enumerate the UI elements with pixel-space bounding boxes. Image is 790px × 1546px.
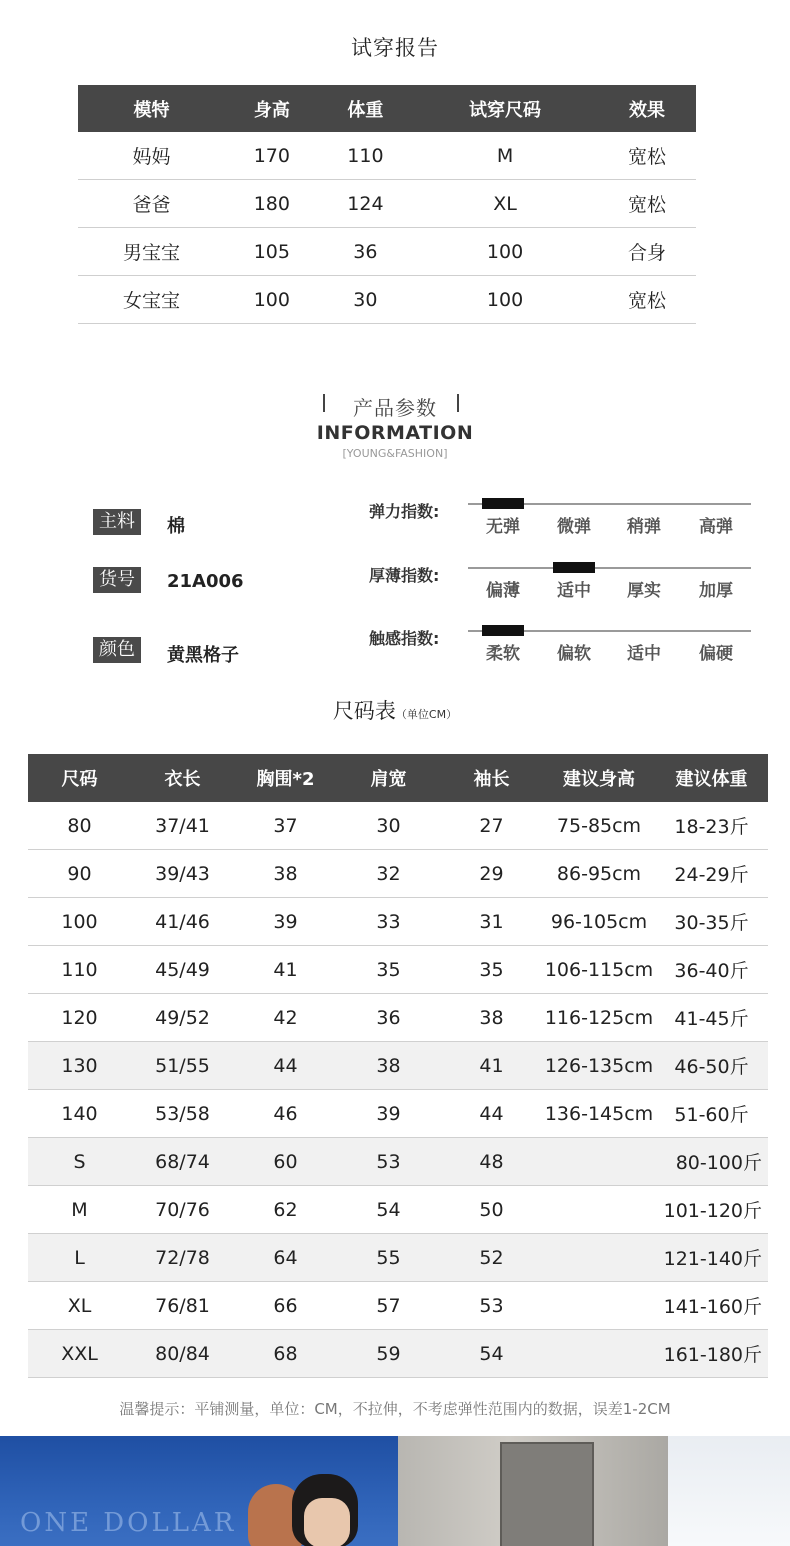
size-cell: 80 <box>28 802 131 850</box>
size-cell: 68 <box>234 1330 337 1378</box>
size-cell-weight: 80-100斤 <box>543 1138 768 1186</box>
index-title: 厚薄指数: <box>369 566 440 585</box>
color-label: 颜色 <box>93 637 141 663</box>
index-marker <box>482 498 524 509</box>
size-header-cell: 建议体重 <box>655 754 768 802</box>
size-cell: 38 <box>234 850 337 898</box>
size-cell: 37/41 <box>131 802 234 850</box>
index-option: 适中 <box>557 581 591 601</box>
size-cell: 36 <box>337 994 440 1042</box>
size-cell: 46-50斤 <box>655 1042 768 1090</box>
size-header-cell: 尺码 <box>28 754 131 802</box>
tryon-row <box>78 276 696 324</box>
tryon-header-cell: 体重 <box>319 85 413 132</box>
tryon-row <box>78 228 696 276</box>
size-cell: 36-40斤 <box>655 946 768 994</box>
size-header-cell: 建议身高 <box>543 754 655 802</box>
size-cell: 64 <box>234 1234 337 1282</box>
size-header-row <box>28 754 768 802</box>
size-row <box>28 850 768 898</box>
size-row <box>28 1186 768 1234</box>
size-cell: 27 <box>440 802 543 850</box>
size-cell: 41 <box>234 946 337 994</box>
size-cell: 52 <box>440 1234 543 1282</box>
size-cell: 35 <box>440 946 543 994</box>
tryon-cell: XL <box>412 180 598 228</box>
size-row <box>28 1330 768 1378</box>
size-cell: 41-45斤 <box>655 994 768 1042</box>
size-cell: 31 <box>440 898 543 946</box>
size-cell: 29 <box>440 850 543 898</box>
info-subtitle: [YOUNG&FASHION] <box>342 447 448 460</box>
size-cell: 33 <box>337 898 440 946</box>
photo-door <box>500 1442 594 1546</box>
tryon-cell: 宽松 <box>598 132 696 180</box>
index-option: 柔软 <box>486 644 520 664</box>
size-cell: 140 <box>28 1090 131 1138</box>
tryon-cell: 105 <box>225 228 319 276</box>
material-label: 主料 <box>93 509 141 535</box>
item-number-value: 21A006 <box>167 571 244 592</box>
size-cell-weight: 121-140斤 <box>543 1234 768 1282</box>
photo-background-window <box>668 1436 790 1546</box>
size-row <box>28 1090 768 1138</box>
size-cell: 80/84 <box>131 1330 234 1378</box>
tryon-cell: 妈妈 <box>78 132 225 180</box>
size-cell: 120 <box>28 994 131 1042</box>
info-title-en: INFORMATION <box>316 422 474 444</box>
size-cell: L <box>28 1234 131 1282</box>
size-cell: 46 <box>234 1090 337 1138</box>
size-header-cell: 袖长 <box>440 754 543 802</box>
tryon-cell: 124 <box>319 180 413 228</box>
size-cell: 18-23斤 <box>655 802 768 850</box>
index-option: 高弹 <box>699 517 733 537</box>
size-cell: 68/74 <box>131 1138 234 1186</box>
measurement-tip: 温馨提示：平铺测量，单位：CM，不拉伸，不考虑弹性范围内的数据，误差1-2CM <box>119 1400 671 1418</box>
size-header-cell: 肩宽 <box>337 754 440 802</box>
tryon-header-cell: 试穿尺码 <box>412 85 598 132</box>
tryon-cell: 30 <box>319 276 413 324</box>
size-cell: 35 <box>337 946 440 994</box>
size-cell: 106-115cm <box>543 946 655 994</box>
tryon-cell: 宽松 <box>598 276 696 324</box>
size-row <box>28 1234 768 1282</box>
info-title-cn: 产品参数 <box>353 396 437 420</box>
size-chart-title <box>0 695 790 725</box>
size-cell: 53/58 <box>131 1090 234 1138</box>
size-cell: 44 <box>440 1090 543 1138</box>
size-row <box>28 1138 768 1186</box>
size-cell: XXL <box>28 1330 131 1378</box>
index-option: 加厚 <box>699 581 733 601</box>
size-chart-unit: （单位CM） <box>395 708 458 721</box>
tryon-cell: 爸爸 <box>78 180 225 228</box>
size-cell: 51/55 <box>131 1042 234 1090</box>
size-cell: 96-105cm <box>543 898 655 946</box>
tryon-cell: 女宝宝 <box>78 276 225 324</box>
size-header-cell: 衣长 <box>131 754 234 802</box>
index-option: 稍弹 <box>627 517 661 537</box>
color-value: 黄黑格子 <box>167 645 239 666</box>
size-cell: 72/78 <box>131 1234 234 1282</box>
size-row <box>28 1042 768 1090</box>
size-cell: 48 <box>440 1138 543 1186</box>
index-option: 偏薄 <box>486 581 520 601</box>
size-cell: 50 <box>440 1186 543 1234</box>
tryon-cell: 170 <box>225 132 319 180</box>
index-option: 厚实 <box>627 581 661 601</box>
size-cell: 45/49 <box>131 946 234 994</box>
tryon-cell: 110 <box>319 132 413 180</box>
tryon-cell: 男宝宝 <box>78 228 225 276</box>
index-title: 触感指数: <box>369 629 440 648</box>
bill-text: ONE DOLLAR <box>20 1508 237 1538</box>
size-cell: 57 <box>337 1282 440 1330</box>
size-cell: 30-35斤 <box>655 898 768 946</box>
size-row <box>28 898 768 946</box>
index-option: 适中 <box>627 644 661 664</box>
tryon-cell: 宽松 <box>598 180 696 228</box>
index-option: 偏软 <box>557 644 591 664</box>
tryon-header-cell: 身高 <box>225 85 319 132</box>
tryon-cell: M <box>412 132 598 180</box>
size-row <box>28 802 768 850</box>
size-cell: 70/76 <box>131 1186 234 1234</box>
size-cell: 30 <box>337 802 440 850</box>
size-cell: 39/43 <box>131 850 234 898</box>
size-cell: 39 <box>234 898 337 946</box>
size-cell: 90 <box>28 850 131 898</box>
size-chart-title-text: 尺码表 <box>332 699 396 723</box>
size-cell: 44 <box>234 1042 337 1090</box>
size-cell: 130 <box>28 1042 131 1090</box>
size-cell: 53 <box>337 1138 440 1186</box>
size-cell: 116-125cm <box>543 994 655 1042</box>
index-option: 无弹 <box>486 517 520 537</box>
size-cell: 54 <box>337 1186 440 1234</box>
size-cell: M <box>28 1186 131 1234</box>
tryon-row <box>78 132 696 180</box>
index-title: 弹力指数: <box>369 502 440 521</box>
size-cell: XL <box>28 1282 131 1330</box>
size-table <box>28 754 768 1378</box>
tryon-table <box>78 85 696 324</box>
size-cell: 76/81 <box>131 1282 234 1330</box>
size-cell: 38 <box>337 1042 440 1090</box>
tryon-header-cell: 效果 <box>598 85 696 132</box>
size-cell: 32 <box>337 850 440 898</box>
model-face-man <box>304 1498 350 1546</box>
size-row <box>28 1282 768 1330</box>
size-cell: 54 <box>440 1330 543 1378</box>
size-cell: 110 <box>28 946 131 994</box>
tryon-header-cell: 模特 <box>78 85 225 132</box>
size-cell: 126-135cm <box>543 1042 655 1090</box>
size-cell: 136-145cm <box>543 1090 655 1138</box>
size-cell-weight: 141-160斤 <box>543 1282 768 1330</box>
index-marker <box>553 562 595 573</box>
tryon-cell: 36 <box>319 228 413 276</box>
index-line <box>468 567 751 569</box>
index-marker <box>482 625 524 636</box>
tryon-cell: 100 <box>412 228 598 276</box>
size-cell: 86-95cm <box>543 850 655 898</box>
size-cell: 49/52 <box>131 994 234 1042</box>
size-cell-weight: 101-120斤 <box>543 1186 768 1234</box>
size-cell: 53 <box>440 1282 543 1330</box>
size-cell: 38 <box>440 994 543 1042</box>
size-cell: 55 <box>337 1234 440 1282</box>
size-cell: 37 <box>234 802 337 850</box>
tryon-report-title: 试穿报告 <box>351 36 439 60</box>
item-number-label: 货号 <box>93 567 141 593</box>
model-photo <box>0 1436 790 1546</box>
size-header-cell: 胸围*2 <box>234 754 337 802</box>
size-cell: 59 <box>337 1330 440 1378</box>
size-cell: 41 <box>440 1042 543 1090</box>
size-cell-weight: 161-180斤 <box>543 1330 768 1378</box>
size-cell: 24-29斤 <box>655 850 768 898</box>
tryon-header-row <box>78 85 696 132</box>
material-value: 棉 <box>167 516 185 537</box>
size-row <box>28 994 768 1042</box>
size-cell: 60 <box>234 1138 337 1186</box>
size-cell: 66 <box>234 1282 337 1330</box>
tryon-cell: 100 <box>225 276 319 324</box>
index-option: 微弹 <box>557 517 591 537</box>
tryon-cell: 合身 <box>598 228 696 276</box>
tryon-cell: 180 <box>225 180 319 228</box>
tryon-row <box>78 180 696 228</box>
size-cell: 100 <box>28 898 131 946</box>
size-cell: 39 <box>337 1090 440 1138</box>
size-cell: 41/46 <box>131 898 234 946</box>
size-cell: 62 <box>234 1186 337 1234</box>
size-row <box>28 946 768 994</box>
tryon-cell: 100 <box>412 276 598 324</box>
size-cell: 42 <box>234 994 337 1042</box>
size-cell: 75-85cm <box>543 802 655 850</box>
size-cell: S <box>28 1138 131 1186</box>
index-option: 偏硬 <box>699 644 733 664</box>
size-cell: 51-60斤 <box>655 1090 768 1138</box>
